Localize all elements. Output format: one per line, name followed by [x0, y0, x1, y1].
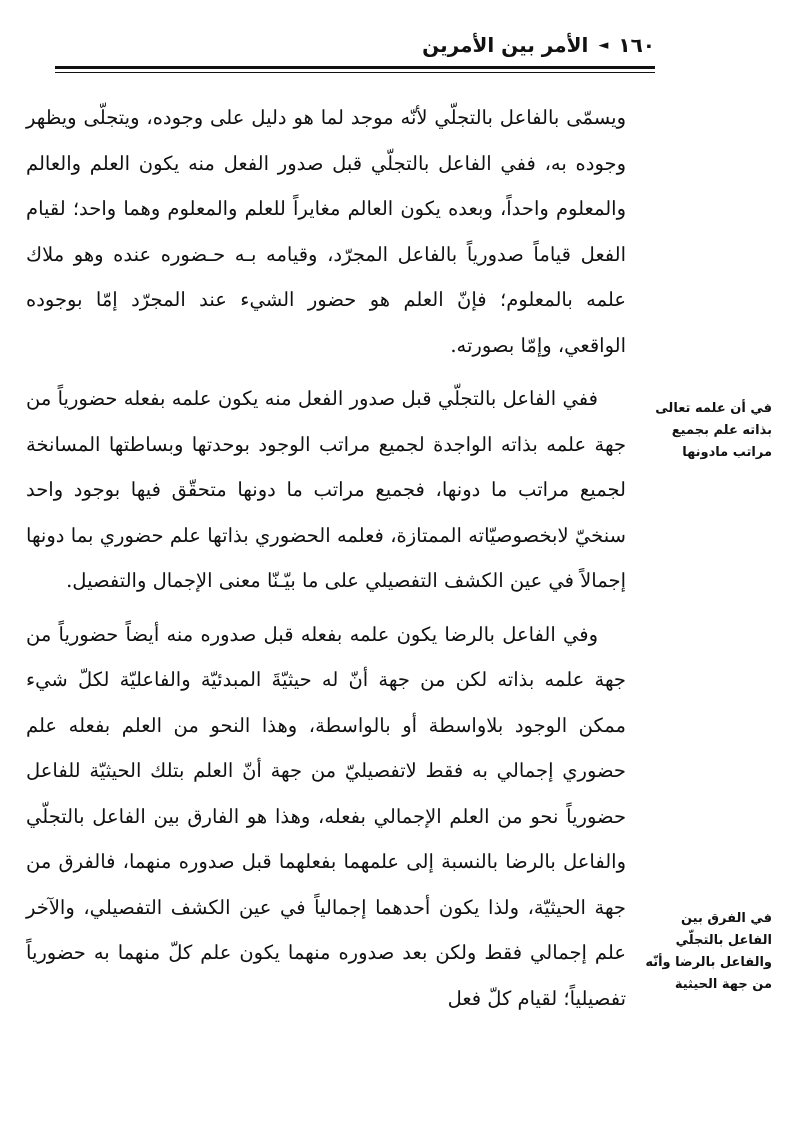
margin-note-line: والفاعل بالرضا وأنّه	[645, 955, 772, 970]
paragraph: ففي الفاعل بالتجلّي قبل صدور الفعل منه يكون علمه بفعله حضورياً من جهة علمه بذاته الواجدة لجميع مراتب الوجود بوحدتها وبساطتها المسانخة لجميع مراتب ما دونها، فجميع مراتب ما دونها متحقّق فيها بوجود واحد سنخيّ لابخصوصيّاته الممتازة، فعلمه الحضوري بذاتها علم حضوري بما دونها إجمالاً في عين الكشف التفصيلي على ما بيّـنّا معنى الإجمال والتفصيل.	[26, 387, 626, 592]
margin-note-line: مراتب مادونها	[682, 445, 772, 460]
margin-note-line: في الفرق بين	[680, 911, 772, 926]
running-header	[55, 30, 655, 60]
triangle-marker-icon: ◄	[598, 37, 609, 53]
margin-note	[644, 398, 772, 464]
margin-note-line: بذاته علم بجميع	[671, 423, 772, 438]
page-number: ١٦٠	[618, 33, 655, 57]
paragraph: ويسمّى بالفاعل بالتجلّي لأنّه موجد لما هو دليل على وجوده، ويتجلّى ويظهر وجوده به، ففي الفاعل بالتجلّي قبل صدور الفعل منه يكون العلم والعالم والمعلوم واحداً، وبعده يكون العالم مغايراً للعلم والمعلوم وهما واحد؛ لقيام الفعل قياماً صدورياً بالفاعل المجرّد، وقيامه بـه حـضوره عنده وهو ملاك علمه بالمعلوم؛ فإنّ العلم هو حضور الشيء عند المجرّد إمّا بوجوده الواقعي، وإمّا بصورته.	[26, 106, 626, 357]
margin-note-line: من جهة الحيثية	[674, 977, 772, 992]
paragraph: وفي الفاعل بالرضا يكون علمه بفعله قبل صدوره منه أيضاً حضورياً من جهة علمه بذاته لكن من جهة أنّ له حيثيّةَ المبدئيّة والفاعليّة لكلّ شيء ممكن الوجود بلاواسطة أو بالواسطة، وهذا النحو من العلم بفعله علم حضوري إجمالي به فقط لاتفصيليّ من جهة أنّ العلم بتلك الحيثيّة للفاعل حضورياً نحو من العلم الإجمالي بفعله، وهذا هو الفارق بين الفاعل بالتجلّي والفاعل بالرضا بالنسبة إلى علمهما بفعلهما قبل صدوره منهما، فالفرق من جهة الحيثيّة، ولذا يكون أحدهما إجمالياً في عين الكشف التفصيلي، والآخر علم إجمالي فقط ولكن بعد صدوره منهما يكون علم كلّ منهما به حضورياً تفصيلياً؛ لقيام كلّ فعل	[26, 622, 626, 1010]
main-text	[26, 95, 626, 1029]
margin-note	[644, 908, 772, 996]
header-rule	[55, 66, 655, 73]
margin-note-line: الفاعل بالتجلّي	[675, 933, 772, 948]
margin-note-line: في أن علمه تعالى	[655, 401, 772, 416]
chapter-title: الأمر بين الأمرين	[422, 33, 589, 57]
